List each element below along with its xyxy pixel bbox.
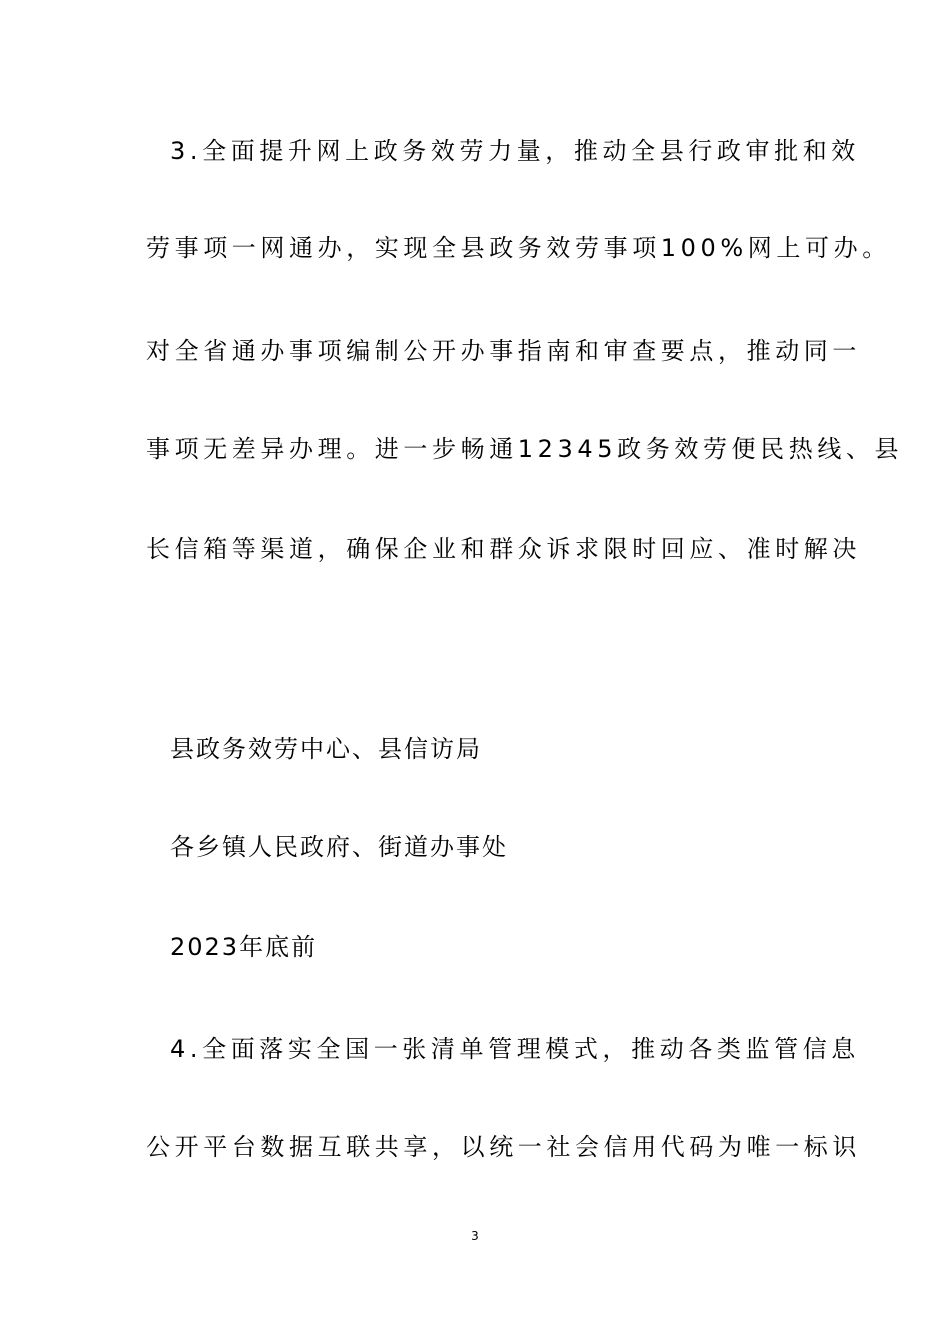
- paragraph-3-line-3: 对全省通办事项编制公开办事指南和审查要点，推动同一: [146, 337, 861, 365]
- page-number: 3: [471, 1229, 479, 1243]
- deadline: 2023年底前: [170, 933, 318, 961]
- paragraph-3-line-1: 3.全面提升网上政务效劳力量，推动全县行政审批和效: [170, 137, 860, 165]
- paragraph-4-line-2: 公开平台数据互联共享，以统一社会信用代码为唯一标识: [146, 1133, 861, 1161]
- paragraph-3-line-5: 长信箱等渠道，确保企业和群众诉求限时回应、准时解决: [146, 535, 861, 563]
- lead-unit: 县政务效劳中心、县信访局: [170, 735, 482, 763]
- paragraph-4-line-1: 4.全面落实全国一张清单管理模式，推动各类监管信息: [170, 1035, 860, 1063]
- responsible-unit: 各乡镇人民政府、街道办事处: [170, 833, 508, 861]
- paragraph-3-line-4: 事项无差异办理。进一步畅通12345政务效劳便民热线、县: [146, 435, 904, 463]
- paragraph-3-line-2: 劳事项一网通办，实现全县政务效劳事项100%网上可办。: [146, 234, 891, 262]
